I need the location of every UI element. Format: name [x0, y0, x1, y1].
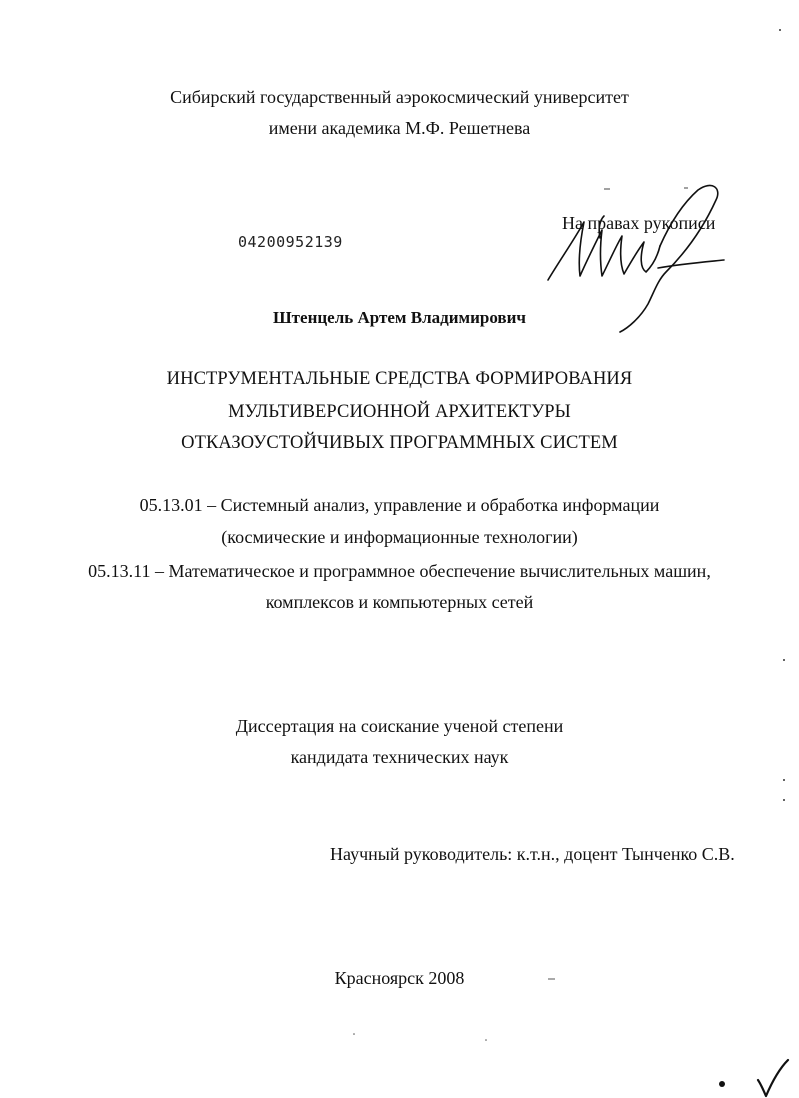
specialty-1-line1: 05.13.01 – Системный анализ, управление и обработка информации — [139, 495, 660, 515]
rights-note: На правах рукописи — [562, 213, 716, 233]
scan-dash-marks — [600, 184, 700, 194]
degree-line2: кандидата технических наук — [290, 747, 509, 767]
place-year: Красноярск 2008 — [334, 968, 465, 988]
record-number: 04200952139 — [238, 233, 343, 251]
university-name-line2: имени академика М.Ф. Решетнева — [268, 118, 531, 138]
thesis-title-line1: ИНСТРУМЕНТАЛЬНЫЕ СРЕДСТВА ФОРМИРОВАНИЯ — [166, 369, 633, 389]
specialty-2-line2: комплексов и компьютерных сетей — [265, 592, 534, 612]
specialty-1-line2: (космические и информационные технологии) — [221, 527, 578, 547]
scan-dash-mark — [546, 976, 558, 982]
degree-line1: Диссертация на соискание ученой степени — [235, 716, 564, 736]
checkmark-icon — [712, 1058, 792, 1098]
specialty-2-line1: 05.13.11 – Математическое и программное обеспечение вычислительных машин, — [88, 561, 711, 581]
author-name: Штенцель Артем Владимирович — [273, 308, 526, 327]
thesis-title-line3: ОТКАЗОУСТОЙЧИВЫХ ПРОГРАММНЫХ СИСТЕМ — [181, 433, 618, 453]
edge-specks — [770, 20, 790, 820]
thesis-title-line2: МУЛЬТИВЕРСИОННОЙ АРХИТЕКТУРЫ — [228, 402, 571, 422]
scan-specks-bottom — [350, 1030, 500, 1044]
university-name-line1: Сибирский государственный аэрокосмический университет — [170, 87, 629, 107]
supervisor: Научный руководитель: к.т.н., доцент Тынченко С.В. — [330, 844, 735, 864]
